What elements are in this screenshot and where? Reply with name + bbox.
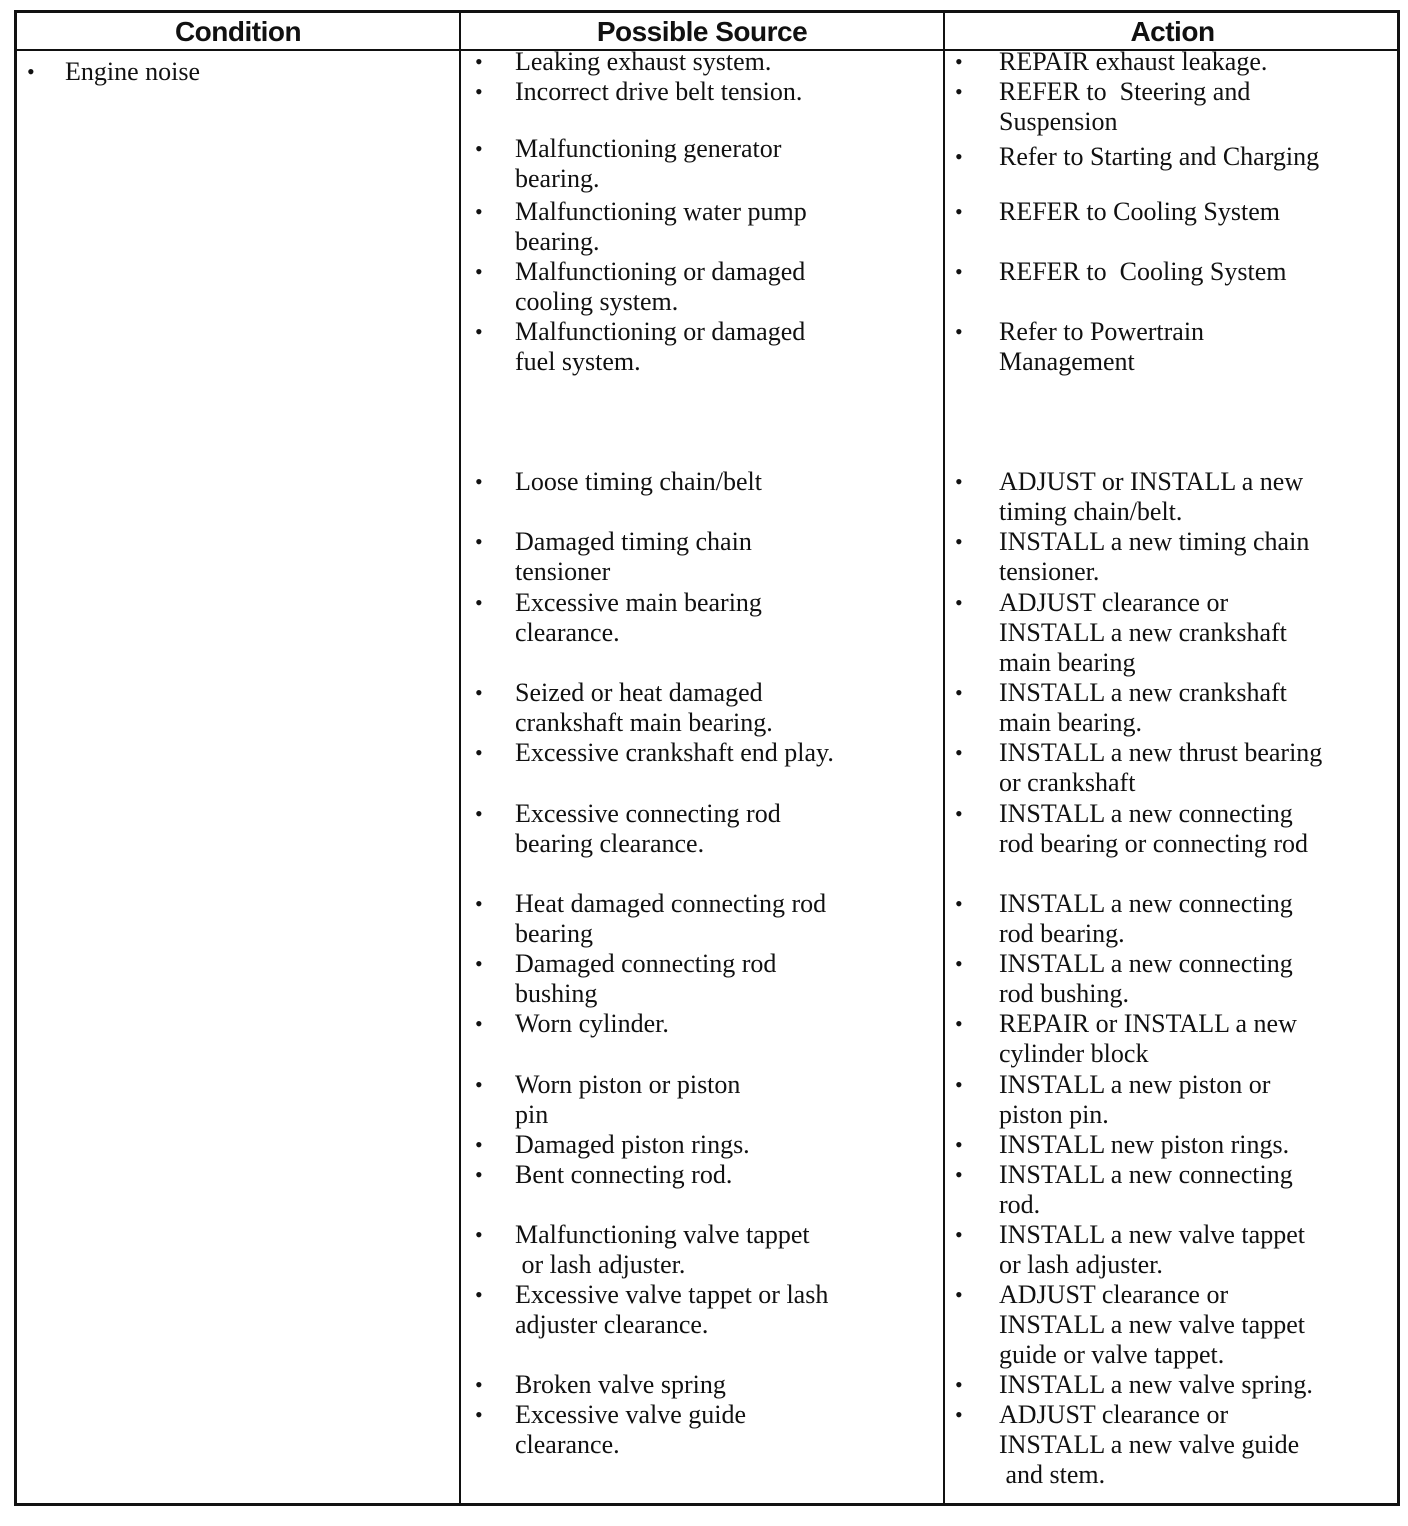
bullet-icon: • (955, 680, 963, 705)
action-item: INSTALL a new piston or piston pin. (999, 1070, 1271, 1129)
bullet-icon: • (955, 1072, 963, 1097)
possible-source-item: Excessive main bearing clearance. (515, 588, 762, 647)
possible-source-item: Incorrect drive belt tension. (515, 77, 803, 106)
header-possible-source: Possible Source (596, 16, 808, 47)
possible-source-item: Excessive valve guide clearance. (515, 1400, 747, 1459)
bullet-icon: • (475, 469, 483, 494)
possible-source-item: Excessive crankshaft end play. (515, 738, 834, 767)
action-item: INSTALL a new connecting rod bushing. (999, 949, 1293, 1008)
action-item: ADJUST clearance or INSTALL a new valve guide and stem. (999, 1400, 1300, 1489)
possible-source-item: Damaged connecting rod bushing (515, 949, 777, 1008)
bullet-icon: • (475, 319, 483, 344)
possible-source-item: Malfunctioning valve tappet or lash adjuster. (515, 1220, 810, 1279)
possible-source-item: Loose timing chain/belt (515, 467, 762, 496)
action-item: INSTALL a new connecting rod bearing or connecting rod (999, 799, 1309, 858)
column-divider (943, 13, 945, 1503)
bullet-icon: • (955, 590, 963, 615)
diagnosis-table (14, 10, 1400, 1506)
bullet-icon: • (475, 79, 483, 104)
action-item: Refer to Powertrain Management (999, 317, 1205, 376)
bullet-icon: • (475, 1402, 483, 1427)
header-action: Action (1130, 16, 1215, 47)
bullet-icon: • (475, 1282, 483, 1307)
action-item: INSTALL a new valve spring. (999, 1370, 1313, 1399)
bullet-icon: • (955, 1011, 963, 1036)
possible-source-item: Damaged piston rings. (515, 1130, 750, 1159)
bullet-icon: • (955, 891, 963, 916)
action-item: ADJUST clearance or INSTALL a new valve tappet guide or valve tappet. (999, 1280, 1305, 1369)
bullet-icon: • (475, 1222, 483, 1247)
bullet-icon: • (475, 801, 483, 826)
bullet-icon: • (475, 49, 483, 74)
action-item: INSTALL a new crankshaft main bearing. (999, 678, 1287, 737)
bullet-icon: • (475, 529, 483, 554)
bullet-icon: • (955, 951, 963, 976)
bullet-icon: • (955, 1132, 963, 1157)
bullet-icon: • (955, 740, 963, 765)
action-item: INSTALL a new thrust bearing or crankshaft (999, 738, 1323, 797)
bullet-icon: • (475, 199, 483, 224)
possible-source-item: Broken valve spring (515, 1370, 726, 1399)
bullet-icon: • (475, 1011, 483, 1036)
bullet-icon: • (475, 136, 483, 161)
action-item: INSTALL a new valve tappet or lash adjuster. (999, 1220, 1305, 1279)
action-item: ADJUST or INSTALL a new timing chain/belt. (999, 467, 1304, 526)
action-item: INSTALL a new timing chain tensioner. (999, 527, 1310, 586)
possible-source-item: Leaking exhaust system. (515, 47, 772, 76)
bullet-icon: • (955, 469, 963, 494)
action-item: REPAIR or INSTALL a new cylinder block (999, 1009, 1297, 1068)
possible-source-item: Malfunctioning water pump bearing. (515, 197, 807, 256)
action-item: INSTALL a new connecting rod. (999, 1160, 1293, 1219)
bullet-icon: • (475, 951, 483, 976)
possible-source-item: Damaged timing chain tensioner (515, 527, 752, 586)
action-item: REFER to Cooling System (999, 197, 1280, 226)
bullet-icon: • (475, 1132, 483, 1157)
possible-source-item: Excessive valve tappet or lash adjuster clearance. (515, 1280, 829, 1339)
possible-source-item: Seized or heat damaged crankshaft main bearing. (515, 678, 773, 737)
possible-source-item: Malfunctioning generator bearing. (515, 134, 782, 193)
action-item: ADJUST clearance or INSTALL a new crankshaft main bearing (999, 588, 1287, 677)
bullet-icon: • (955, 319, 963, 344)
bullet-icon: • (955, 1222, 963, 1247)
bullet-icon: • (955, 1402, 963, 1427)
possible-source-item: Worn cylinder. (515, 1009, 669, 1038)
bullet-icon: • (955, 529, 963, 554)
bullet-icon: • (27, 59, 35, 84)
condition-text: Engine noise (65, 57, 201, 86)
action-item: Refer to Starting and Charging (999, 142, 1320, 171)
possible-source-item: Bent connecting rod. (515, 1160, 733, 1189)
action-item: REFER to Cooling System (999, 257, 1287, 286)
possible-source-item: Excessive connecting rod bearing clearance. (515, 799, 781, 858)
bullet-icon: • (955, 144, 963, 169)
bullet-icon: • (955, 79, 963, 104)
possible-source-item: Malfunctioning or damaged fuel system. (515, 317, 806, 376)
action-item: INSTALL new piston rings. (999, 1130, 1290, 1159)
action-item: REFER to Steering and Suspension (999, 77, 1251, 136)
bullet-icon: • (475, 1072, 483, 1097)
bullet-icon: • (475, 891, 483, 916)
bullet-icon: • (955, 199, 963, 224)
bullet-icon: • (955, 259, 963, 284)
bullet-icon: • (475, 1372, 483, 1397)
bullet-icon: • (475, 590, 483, 615)
action-item: INSTALL a new connecting rod bearing. (999, 889, 1293, 948)
header-condition: Condition (174, 16, 302, 47)
bullet-icon: • (475, 259, 483, 284)
bullet-icon: • (955, 1282, 963, 1307)
bullet-icon: • (955, 1162, 963, 1187)
possible-source-item: Worn piston or piston pin (515, 1070, 741, 1129)
bullet-icon: • (955, 801, 963, 826)
bullet-icon: • (475, 740, 483, 765)
possible-source-item: Malfunctioning or damaged cooling system. (515, 257, 806, 316)
bullet-icon: • (475, 1162, 483, 1187)
bullet-icon: • (955, 49, 963, 74)
bullet-icon: • (955, 1372, 963, 1397)
column-divider (459, 13, 461, 1503)
bullet-icon: • (475, 680, 483, 705)
action-item: REPAIR exhaust leakage. (999, 47, 1268, 76)
possible-source-item: Heat damaged connecting rod bearing (515, 889, 827, 948)
